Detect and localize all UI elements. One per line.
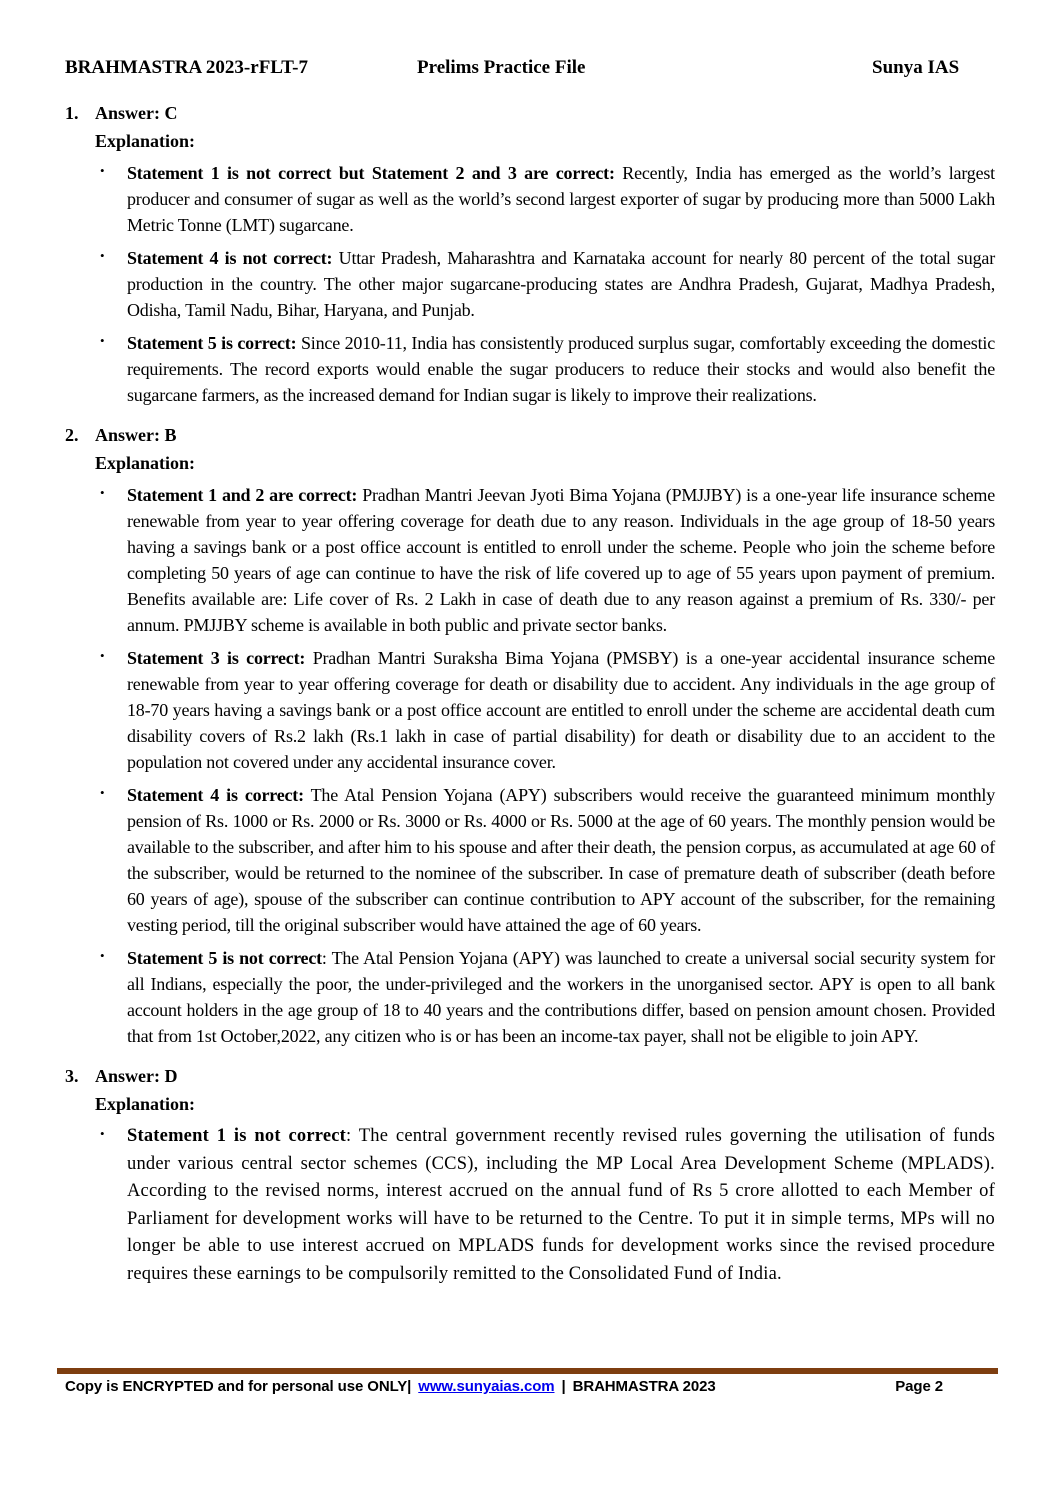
bullet-paragraph: [127, 482, 995, 638]
answer-label: Answer: D: [95, 1066, 178, 1086]
statement-lead: Statement 4 is not correct:: [127, 248, 333, 268]
statement-body: Uttar Pradesh, Maharashtra and Karnataka account for nearly 80 percent of the total sugar production in the country. The other major sugarcane-producing states are Andhra Pradesh, Gujarat, Madhya Pradesh, Odisha, Tamil Nadu, Bihar, Haryana, and Punjab.: [127, 248, 995, 320]
statement-body: The Atal Pension Yojana (APY) subscribers would receive the guaranteed minimum monthly pension of Rs. 1000 or Rs. 2000 or Rs. 3000 or Rs. 4000 or Rs. 5000 at the age of 60 years. The monthly pension would be available to the subscriber, and after him to his spouse and after their death, the pension corpus, as accumulated at age 60 of the subscriber, would be returned to the nominee of the subscriber. In case of premature death of subscriber (death before 60 years of age), spouse of the subscriber can continue contribution to APY account of the subscriber, for the remaining vesting period, till the original subscriber would have attained the age of 60 years.: [127, 785, 996, 935]
bullet-item: [95, 482, 995, 638]
statement-body: : The central government recently revised rules governing the utilisation of funds under various central sector schemes (CCS), including the MP Local Area Development Scheme (MPLADS). According to the revised norms, interest accrued on the annual fund of Rs 5 crore allotted to each Member of Parliament for development works will have to be returned to the Centre. To put it in simple terms, MPs will no longer be able to use interest accrued on MPLADS funds for development works since the revised procedure requires these earnings to be compulsorily remitted to the Consolidated Fund of India.: [127, 1126, 995, 1284]
bullet-icon: •: [100, 648, 105, 663]
explanation-label: Explanation:: [95, 131, 196, 151]
explanation-bullets: [65, 482, 995, 1049]
footer-separator: |: [561, 1378, 566, 1395]
statement-lead: Statement 4 is correct:: [127, 785, 304, 805]
question-2: [65, 422, 995, 1049]
footer-website-link[interactable]: www.sunyaias.com: [418, 1378, 555, 1395]
copyright-notice: Copy is ENCRYPTED and for personal use ONLY|: [65, 1378, 412, 1395]
statement-body: Pradhan Mantri Jeevan Jyoti Bima Yojana (PMJJBY) is a one-year life insurance scheme renewable from year to year offering coverage for death due to any reason. Individuals in the age group of 18-50 years having a savings bank or a post office account is entitled to enroll under the scheme. People who join the scheme before completing 50 years of age can continue to have the risk of life covered up to age of 55 years upon payment of premium. Benefits available are: Life cover of Rs. 2 Lakh in case of death due to any reason against a premium of Rs. 330/- per annum. PMJJBY scheme is available in both public and private sector banks.: [127, 485, 995, 635]
bullet-icon: •: [100, 948, 105, 963]
bullet-paragraph: [127, 645, 995, 775]
bullet-paragraph: [127, 782, 995, 938]
question-1: [65, 100, 995, 408]
bullet-icon: •: [100, 785, 105, 800]
statement-lead: Statement 1 is not correct: [127, 1126, 347, 1146]
statement-lead: Statement 3 is correct:: [127, 648, 306, 668]
explanation-bullets: [65, 1123, 995, 1288]
bullet-item: [95, 160, 995, 238]
question-number: 3.: [65, 1066, 79, 1086]
question-number: 2.: [65, 425, 79, 445]
bullet-icon: •: [100, 333, 105, 348]
bullet-icon: •: [100, 1126, 105, 1141]
footer-brand: BRAHMASTRA 2023: [572, 1378, 716, 1395]
explanation-label: Explanation:: [95, 1094, 196, 1114]
bullet-icon: •: [100, 163, 105, 178]
bullet-paragraph: [127, 330, 995, 408]
header-subtitle: Prelims Practice File: [417, 57, 586, 78]
bullet-item: [95, 1123, 995, 1288]
document-footer: [0, 1368, 1058, 1497]
explanation-label: Explanation:: [95, 453, 196, 473]
statement-body: Since 2010-11, India has consistently produced surplus sugar, comfortably exceeding the domestic requirements. The record exports would enable the sugar producers to reduce their stocks and would also benefit the sugarcane farmers, as the increased demand for Indian sugar is likely to improve their realizations.: [127, 333, 995, 405]
statement-body: Pradhan Mantri Suraksha Bima Yojana (PMSBY) is a one-year accidental insurance scheme renewable from year to year offering coverage for death or disability due to accident. Any individuals in the age group of 18-70 years having a savings bank or a post office account are entitled to enroll under the scheme are accidental death cum disability covers of Rs.2 lakh (Rs.1 lakh in case of partial disability) for death or disability due to an accident to the population not covered under any accidental insurance cover.: [127, 648, 995, 772]
bullet-item: [95, 330, 995, 408]
explanation-bullets: [65, 160, 995, 408]
header-brand: Sunya IAS: [872, 57, 960, 78]
bullet-paragraph: [127, 1123, 995, 1288]
answer-row: [65, 1063, 995, 1089]
bullet-paragraph: [127, 160, 995, 238]
statement-lead: Statement 5 is not correct: [127, 948, 322, 968]
answer-label: Answer: C: [95, 103, 178, 123]
statement-body: Recently, India has emerged as the world’s largest producer and consumer of sugar as well as the world’s second largest exporter of sugar by producing more than 5000 Lakh Metric Tonne (LMT) sugarcane.: [127, 163, 995, 235]
bullet-item: [95, 945, 995, 1049]
header-title: BRAHMASTRA 2023-rFLT-7: [65, 57, 308, 78]
bullet-item: [95, 645, 995, 775]
document-header: [65, 56, 995, 80]
bullet-icon: •: [100, 248, 105, 263]
bullet-item: [95, 245, 995, 323]
bullet-icon: •: [100, 485, 105, 500]
answer-row: [65, 422, 995, 448]
question-number: 1.: [65, 103, 79, 123]
page-number: Page 2: [895, 1378, 943, 1395]
statement-lead: Statement 5 is correct:: [127, 333, 297, 353]
footer-row: [0, 1374, 1058, 1395]
answer-label: Answer: B: [95, 425, 177, 445]
statement-lead: Statement 1 is not correct but Statement 2 and 3 are correct:: [127, 163, 615, 183]
bullet-paragraph: [127, 945, 995, 1049]
answer-row: [65, 100, 995, 126]
bullet-paragraph: [127, 245, 995, 323]
statement-body: : The Atal Pension Yojana (APY) was launched to create a universal social security system for all Indians, especially the poor, the under-privileged and the workers in the unorganised sector. APY is open to all bank account holders in the age group of 18 to 40 years and the contributions differ, based on pension amount chosen. Provided that from 1st October,2022, any citizen who is or has been an income-tax payer, shall not be eligible to join APY.: [127, 948, 995, 1046]
question-3: [65, 1063, 995, 1288]
statement-lead: Statement 1 and 2 are correct:: [127, 485, 358, 505]
footer-notice: [65, 1378, 716, 1395]
bullet-item: [95, 782, 995, 938]
